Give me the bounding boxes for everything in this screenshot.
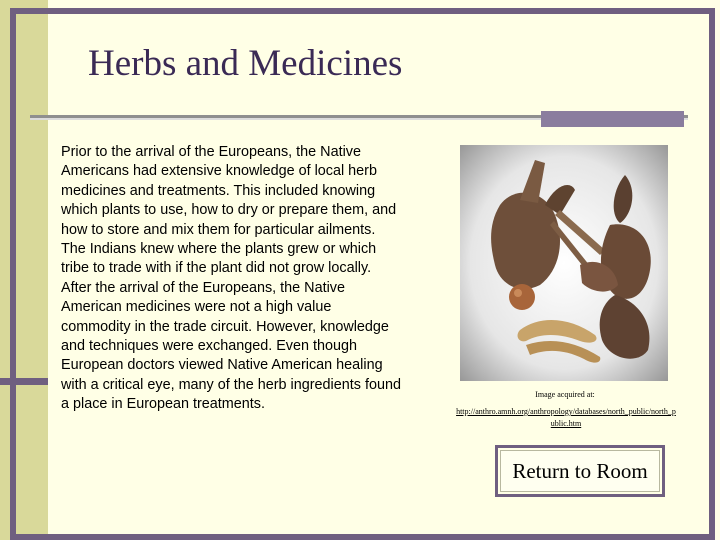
image-caption: Image acquired at: [535, 390, 595, 399]
herb-medicine-bundle-photo [460, 145, 668, 381]
body-text: Prior to the arrival of the Europeans, the Native Americans had extensive knowledge of local herb medicines and treatments. This included knowing which plants to use, how to dry or prepare them, and how to store and mix them for particular ailments. The Indians knew where the plants grew or which tribe to trade with if the plant did not grow locally. After the arrival of the Europeans, the Native American medicines were not a high value commodity in the trade circuit. However, knowledge and techniques were exchanged. Even though European doctors viewed Native American healing with a critical eye, many of the herb ingredients found a place in European treatments. [61, 144, 401, 413]
return-to-room-label: Return to Room [500, 450, 660, 492]
image-source-link[interactable]: http://anthro.amnh.org/anthropology/databases/north_public/north_public.htm [456, 407, 676, 428]
top-frame-bar [10, 8, 712, 14]
slide-title: Herbs and Medicines [88, 43, 403, 84]
bottom-frame-bar [10, 534, 715, 540]
right-frame-bar [709, 8, 715, 540]
divider-accent-block [541, 111, 684, 127]
left-frame-bar [10, 8, 16, 540]
return-to-room-button[interactable] [495, 445, 665, 497]
left-accent-block [0, 378, 48, 385]
left-accent-strip [0, 0, 48, 540]
